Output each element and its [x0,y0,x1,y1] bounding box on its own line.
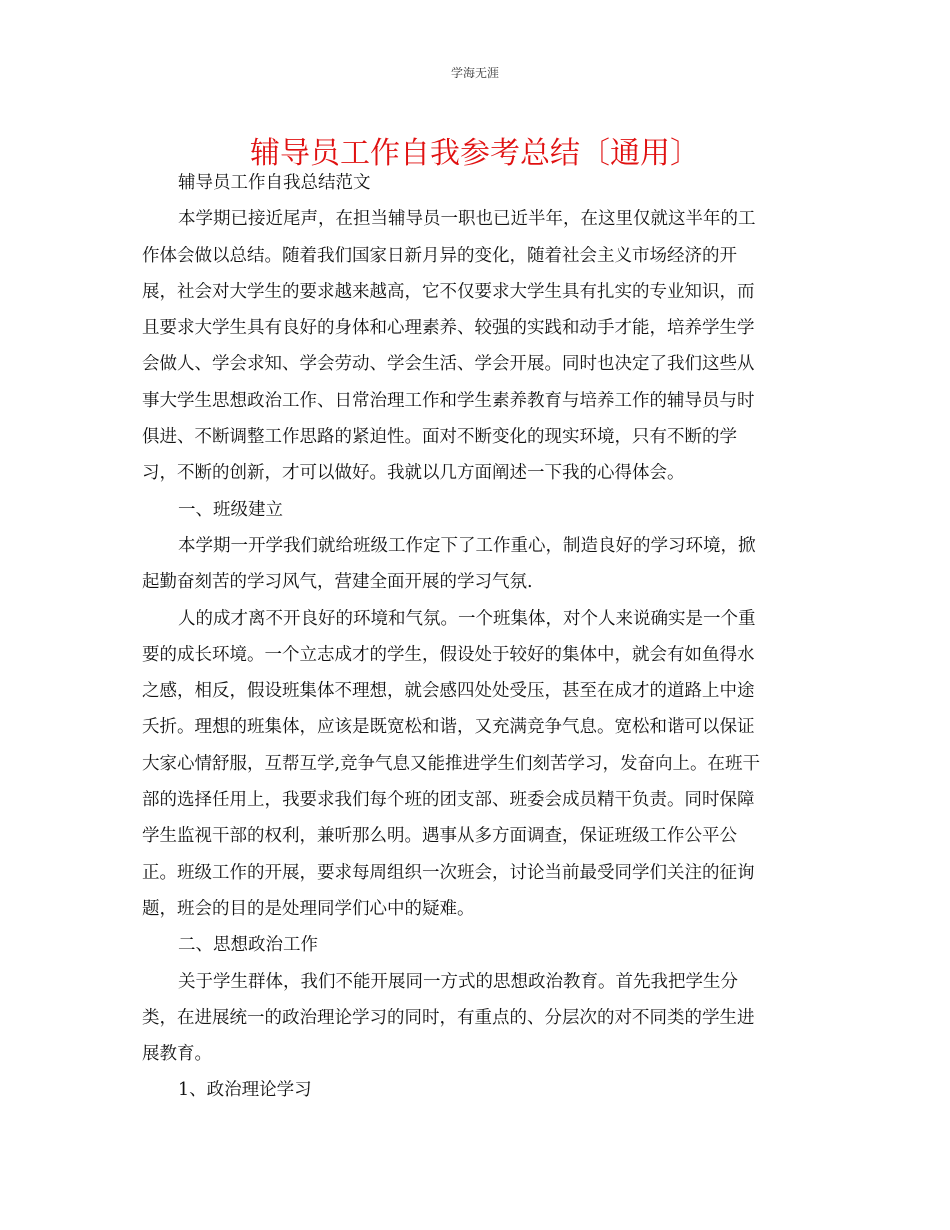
text-line: 本学期一开学我们就给班级工作定下了工作重心，制造良好的学习环境，掀 [178,535,756,556]
text-line: 作体会做以总结。随着我们国家日新月异的变化，随着社会主义市场经济的开 [142,245,737,266]
text-line: 事大学生思想政治工作、日常治理工作和学生素养教育与培养工作的辅导员与时 [142,390,755,411]
text-line: 展，社会对大学生的要求越来越高，它不仅要求大学生具有扎实的专业知识，而 [142,281,755,302]
text-line: 会做人、学会求知、学会劳动、学会生活、学会开展。同时也决定了我们这些从 [142,354,755,375]
text-line: 题，班会的目的是处理同学们心中的疑难。 [142,898,475,919]
text-line: 本学期已接近尾声，在担当辅导员一职也已近半年，在这里仅就这半年的工 [178,209,756,230]
subsection-heading: 1、政治理论学习 [178,1080,312,1101]
page-header: 学海无涯 [450,66,499,80]
document-title: 辅导员工作自我参考总结〔通用〕 [250,136,700,171]
text-line: 习，不断的创新，才可以做好。我就以几方面阐述一下我的心得体会。 [142,463,685,484]
text-line: 关于学生群体，我们不能开展同一方式的思想政治教育。首先我把学生分 [178,971,738,992]
text-line: 且要求大学生具有良好的身体和心理素养、较强的实践和动手才能，培养学生学 [142,318,755,339]
text-line: 夭折。理想的班集体，应该是既宽松和谐，又充满竞争气息。宽松和谐可以保证 [142,717,755,738]
text-line: 俱进、不断调整工作思路的紧迫性。面对不断变化的现实环境，只有不断的学 [142,427,737,448]
section-heading: 二、思想政治工作 [178,935,318,956]
text-line: 辅导员工作自我总结范文 [178,173,371,193]
text-line: 类，在进展统一的政治理论学习的同时，有重点的、分层次的对不同类的学生进 [142,1007,755,1028]
text-line: 学生监视干部的权利，兼听那么明。遇事从多方面调查，保证班级工作公平公 [142,826,737,847]
text-line: 大家心情舒服，互帮互学,竞争气息又能推进学生们刻苦学习，发奋向上。在班干 [142,753,761,774]
section-heading: 一、班级建立 [178,499,283,520]
text-line: 要的成长环境。一个立志成才的学生，假设处于较好的集体中，就会有如鱼得水 [142,644,755,665]
text-line: 展教育。 [142,1044,212,1065]
text-line: 人的成才离不开良好的环境和气氛。一个班集体，对个人来说确实是一个重 [178,608,756,629]
text-line: 起勤奋刻苦的学习风气，营建全面开展的学习气氛. [142,572,533,593]
text-line: 部的选择任用上，我要求我们每个班的团支部、班委会成员精干负责。同时保障 [142,790,755,811]
text-line: 之感，相反，假设班集体不理想，就会感四处处受压，甚至在成才的道路上中途 [142,681,755,702]
document-body [142,165,807,1109]
text-line: 正。班级工作的开展，要求每周组织一次班会，讨论当前最受同学们关注的征询 [142,862,755,883]
